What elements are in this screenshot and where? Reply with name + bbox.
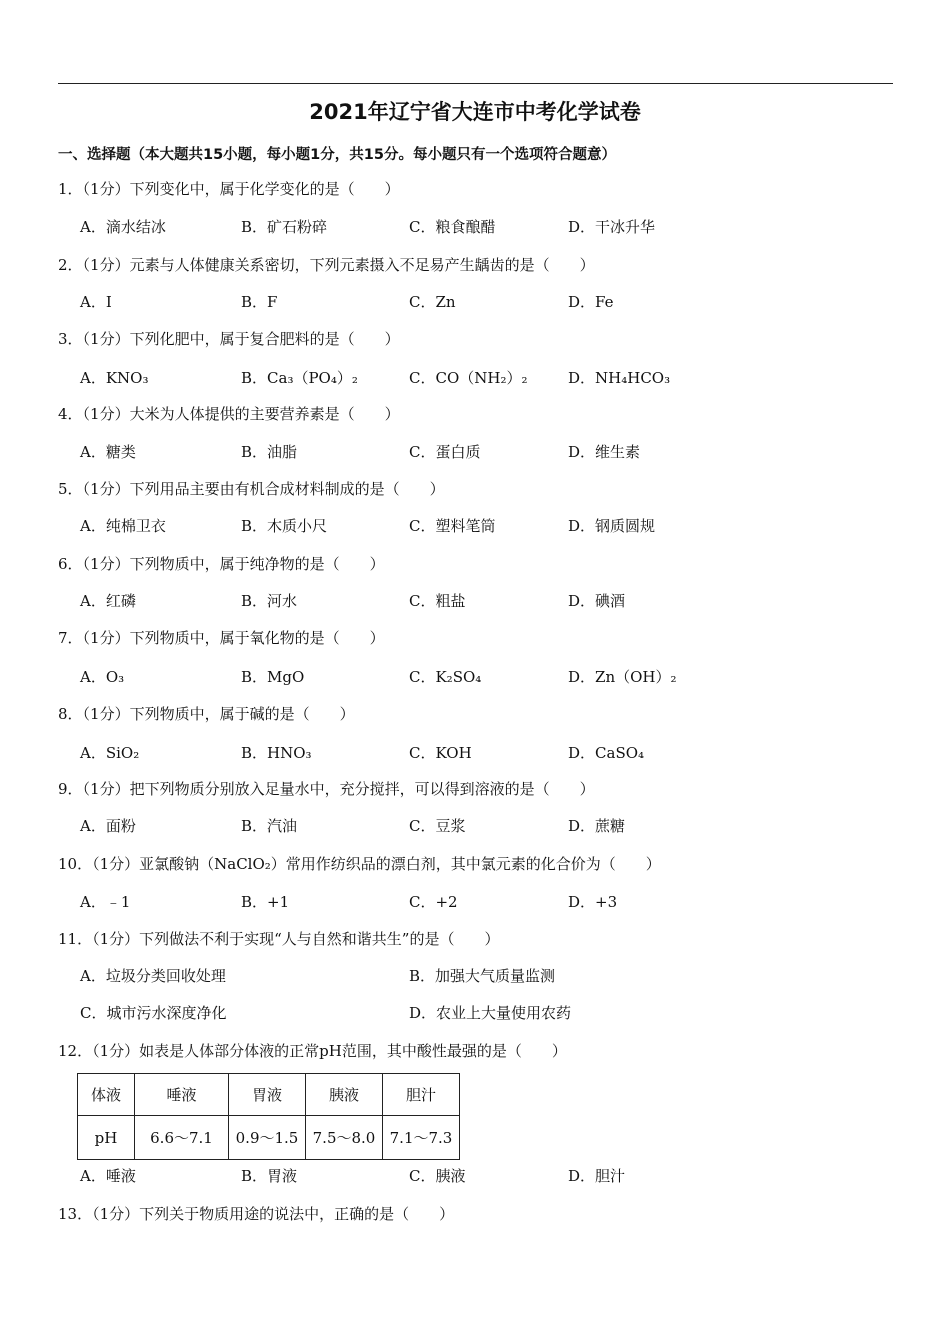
option-a: A．垃圾分类回收处理 bbox=[80, 967, 226, 985]
option-b: B．F bbox=[241, 293, 278, 311]
question-stem: 3．（1分）下列化肥中，属于复合肥料的是（ ） bbox=[58, 330, 400, 348]
question-stem: 4．（1分）大米为人体提供的主要营养素是（ ） bbox=[58, 405, 400, 423]
table-cell: 6.6～7.1 bbox=[135, 1116, 229, 1160]
question-stem: 12．（1分）如表是人体部分体液的正常pH范围，其中酸性最强的是（ ） bbox=[58, 1042, 567, 1060]
question-stem: 2．（1分）元素与人体健康关系密切，下列元素摄入不足易产生龋齿的是（ ） bbox=[58, 256, 595, 274]
table-cell: 唾液 bbox=[135, 1074, 229, 1116]
option-c: C．粗盐 bbox=[409, 592, 466, 610]
option-c: C．Zn bbox=[409, 293, 456, 311]
question-stem: 11．（1分）下列做法不利于实现“人与自然和谐共生”的是（ ） bbox=[58, 930, 500, 948]
page-title: 2021年辽宁省大连市中考化学试卷 bbox=[309, 100, 641, 124]
option-d: D．维生素 bbox=[568, 443, 641, 461]
option-d: D．CaSO₄ bbox=[568, 744, 645, 762]
option-b: B．油脂 bbox=[241, 443, 298, 461]
table-cell: 7.5～8.0 bbox=[306, 1116, 383, 1160]
option-d: D．NH₄HCO₃ bbox=[568, 369, 671, 387]
option-b: B．木质小尺 bbox=[241, 517, 328, 535]
option-a: A．面粉 bbox=[80, 817, 136, 835]
option-c: C．CO（NH₂）₂ bbox=[409, 369, 528, 387]
table-cell: 胃液 bbox=[229, 1074, 306, 1116]
table-cell: 7.1～7.3 bbox=[383, 1116, 460, 1160]
option-d: D．+3 bbox=[568, 893, 618, 911]
option-c: C．城市污水深度净化 bbox=[80, 1004, 227, 1022]
option-a: A．SiO₂ bbox=[80, 744, 140, 762]
table-cell: 体液 bbox=[78, 1074, 135, 1116]
option-c: C．粮食酿醋 bbox=[409, 218, 496, 236]
table-cell: 胆汁 bbox=[383, 1074, 460, 1116]
option-a: A．唾液 bbox=[80, 1167, 136, 1185]
option-b: B．Ca₃（PO₄）₂ bbox=[241, 369, 358, 387]
option-c: C．K₂SO₄ bbox=[409, 668, 482, 686]
header-rule bbox=[58, 83, 893, 84]
option-b: B．MgO bbox=[241, 668, 305, 686]
question-stem: 7．（1分）下列物质中，属于氧化物的是（ ） bbox=[58, 629, 385, 647]
option-b: B．胃液 bbox=[241, 1167, 298, 1185]
option-a: A．滴水结冰 bbox=[80, 218, 166, 236]
option-a: A．纯棉卫衣 bbox=[80, 517, 166, 535]
option-c: C．蛋白质 bbox=[409, 443, 481, 461]
option-b: B．汽油 bbox=[241, 817, 298, 835]
table-cell: 胰液 bbox=[306, 1074, 383, 1116]
option-a: A．红磷 bbox=[80, 592, 136, 610]
ph-table bbox=[77, 1073, 460, 1160]
option-d: D．蔗糖 bbox=[568, 817, 626, 835]
question-stem: 13．（1分）下列关于物质用途的说法中，正确的是（ ） bbox=[58, 1205, 455, 1223]
option-b: B．河水 bbox=[241, 592, 298, 610]
section-heading: 一、选择题（本大题共15小题，每小题1分，共15分。每小题只有一个选项符合题意） bbox=[58, 147, 616, 163]
option-a: A．﹣1 bbox=[80, 893, 131, 911]
option-c: C．塑料笔筒 bbox=[409, 517, 496, 535]
option-d: D．胆汁 bbox=[568, 1167, 626, 1185]
option-a: A．I bbox=[80, 293, 112, 311]
table-row bbox=[78, 1116, 460, 1160]
question-stem: 8．（1分）下列物质中，属于碱的是（ ） bbox=[58, 705, 355, 723]
option-d: D．农业上大量使用农药 bbox=[409, 1004, 572, 1022]
option-d: D．Fe bbox=[568, 293, 614, 311]
option-a: A．O₃ bbox=[80, 668, 125, 686]
question-stem: 10．（1分）亚氯酸钠（NaClO₂）常用作纺织品的漂白剂，其中氯元素的化合价为（ ） bbox=[58, 855, 661, 873]
option-d: D．钢质圆规 bbox=[568, 517, 656, 535]
table-row bbox=[78, 1074, 460, 1116]
option-b: B．+1 bbox=[241, 893, 290, 911]
option-c: C．胰液 bbox=[409, 1167, 466, 1185]
question-stem: 9．（1分）把下列物质分别放入足量水中，充分搅拌，可以得到溶液的是（ ） bbox=[58, 780, 595, 798]
option-a: A．KNO₃ bbox=[80, 369, 149, 387]
option-d: D．碘酒 bbox=[568, 592, 626, 610]
option-a: A．糖类 bbox=[80, 443, 136, 461]
option-b: B．矿石粉碎 bbox=[241, 218, 328, 236]
option-b: B．加强大气质量监测 bbox=[409, 967, 556, 985]
option-c: C．+2 bbox=[409, 893, 458, 911]
question-stem: 6．（1分）下列物质中，属于纯净物的是（ ） bbox=[58, 555, 385, 573]
table-cell: pH bbox=[78, 1116, 135, 1160]
option-d: D．Zn（OH）₂ bbox=[568, 668, 677, 686]
option-b: B．HNO₃ bbox=[241, 744, 312, 762]
question-stem: 1．（1分）下列变化中，属于化学变化的是（ ） bbox=[58, 180, 400, 198]
option-d: D．干冰升华 bbox=[568, 218, 656, 236]
option-c: C．KOH bbox=[409, 744, 472, 762]
option-c: C．豆浆 bbox=[409, 817, 466, 835]
table-cell: 0.9～1.5 bbox=[229, 1116, 306, 1160]
question-stem: 5．（1分）下列用品主要由有机合成材料制成的是（ ） bbox=[58, 480, 445, 498]
